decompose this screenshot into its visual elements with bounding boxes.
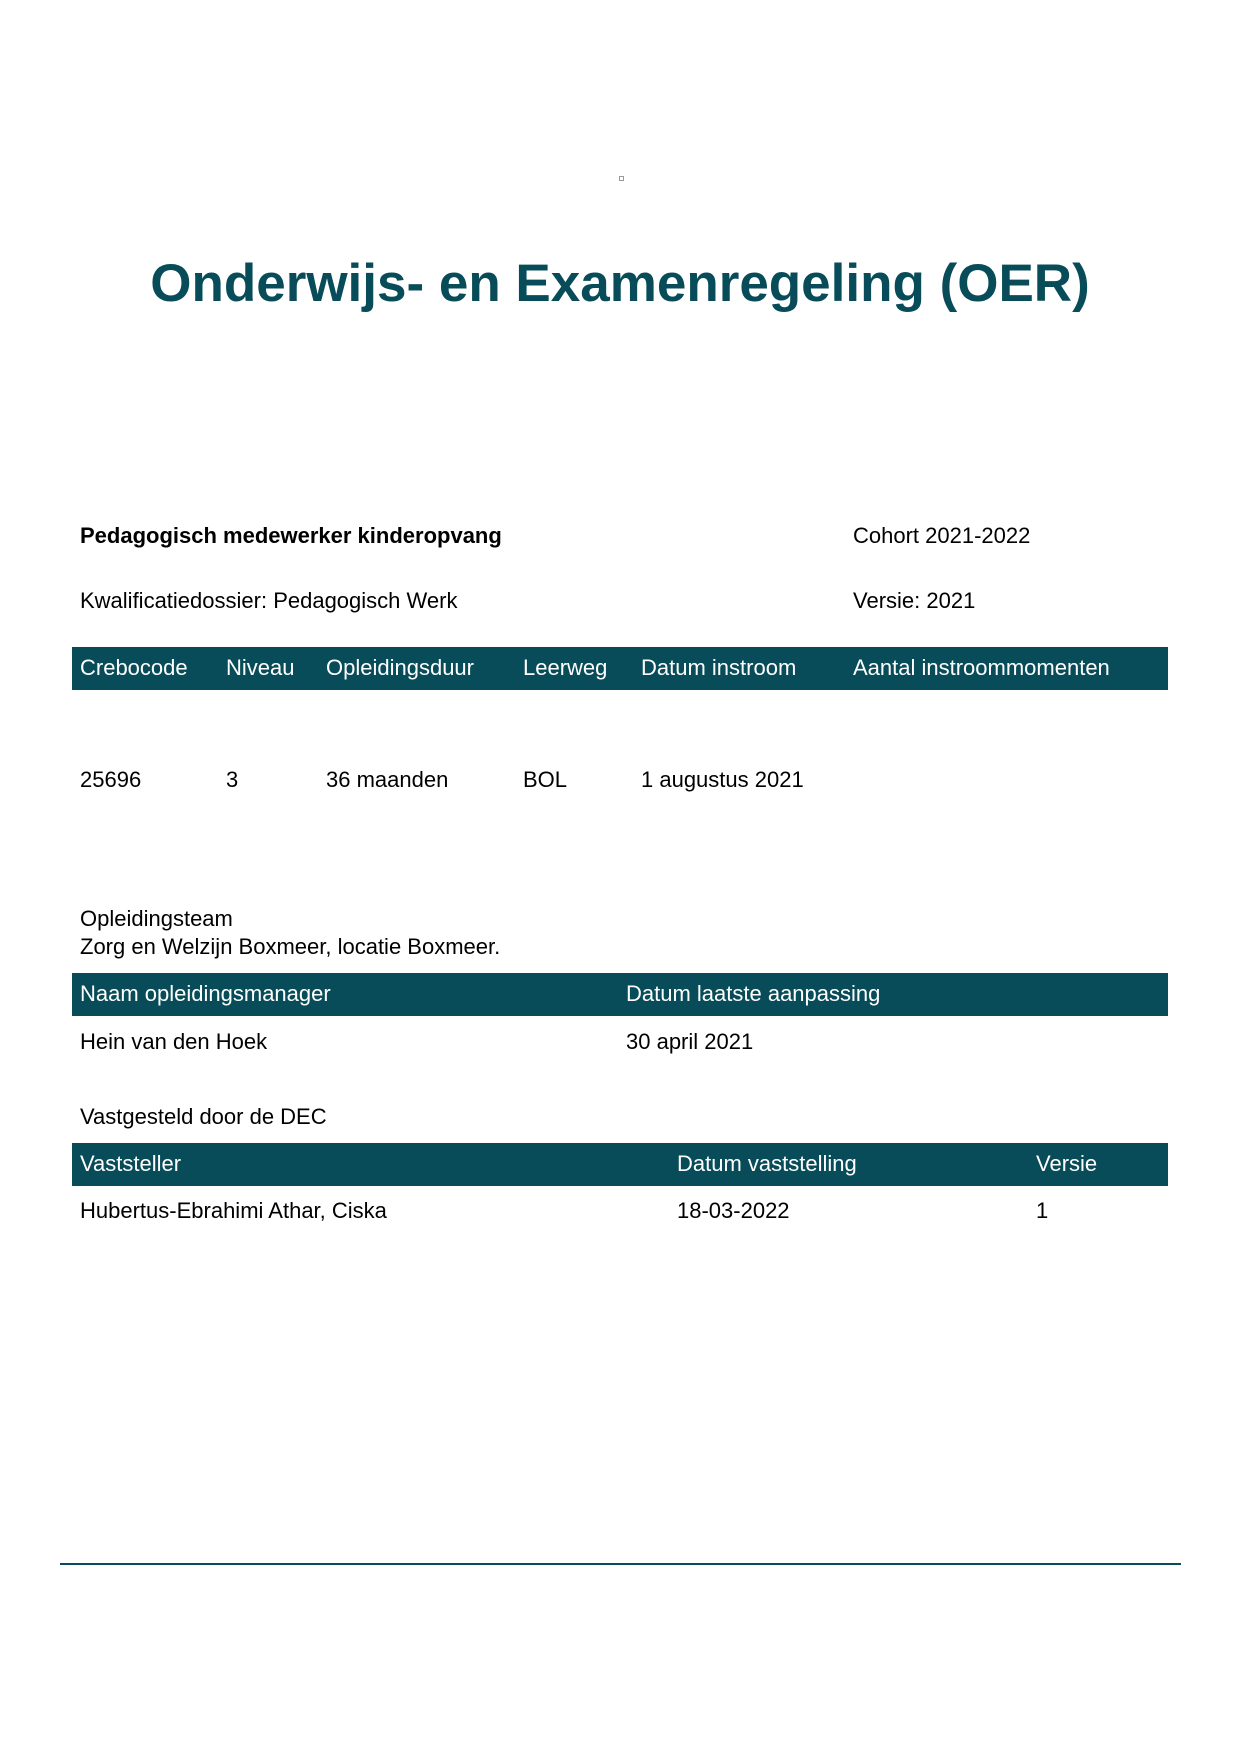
program-name: Pedagogisch medewerker kinderopvang <box>80 523 502 548</box>
header-naam-opleidingsmanager: Naam opleidingsmanager <box>80 981 331 1006</box>
approval-table-header <box>72 1143 1168 1186</box>
team-label: Opleidingsteam <box>80 906 233 931</box>
cohort-label: Cohort 2021-2022 <box>853 523 1031 548</box>
document-title: Onderwijs- en Examenregeling (OER) <box>150 254 1090 313</box>
header-opleidingsduur: Opleidingsduur <box>326 655 474 680</box>
cell-vaststeller: Hubertus-Ebrahimi Athar, Ciska <box>80 1198 387 1223</box>
qualification-file: Kwalificatiedossier: Pedagogisch Werk <box>80 588 458 613</box>
approval-label: Vastgesteld door de DEC <box>80 1104 327 1129</box>
manager-table-header <box>72 973 1168 1016</box>
program-table-header <box>72 647 1168 690</box>
cell-niveau: 3 <box>226 767 239 792</box>
header-crebocode: Crebocode <box>80 655 188 680</box>
header-versie: Versie <box>1036 1151 1098 1176</box>
cell-last-modified: 30 april 2021 <box>626 1029 754 1054</box>
header-datum-vaststelling: Datum vaststelling <box>677 1151 857 1176</box>
header-datum-laatste-aanpassing: Datum laatste aanpassing <box>626 981 881 1006</box>
cell-crebocode: 25696 <box>80 767 142 792</box>
cell-manager-name: Hein van den Hoek <box>80 1029 268 1054</box>
cell-versie: 1 <box>1036 1198 1049 1223</box>
header-vaststeller: Vaststeller <box>80 1151 182 1176</box>
cell-leerweg: BOL <box>523 767 568 792</box>
team-name: Zorg en Welzijn Boxmeer, locatie Boxmeer. <box>80 934 501 959</box>
cell-datum-vaststelling: 18-03-2022 <box>677 1198 790 1223</box>
header-niveau: Niveau <box>226 655 295 680</box>
header-datum-instroom: Datum instroom <box>641 655 797 680</box>
cell-datum-instroom: 1 augustus 2021 <box>641 767 804 792</box>
header-leerweg: Leerweg <box>523 655 608 680</box>
placeholder-marker-icon <box>619 176 624 181</box>
header-aantal-instroommomenten: Aantal instroommomenten <box>853 655 1110 680</box>
version-label: Versie: 2021 <box>853 588 976 613</box>
footer-divider <box>60 1563 1181 1565</box>
cell-opleidingsduur: 36 maanden <box>326 767 449 792</box>
